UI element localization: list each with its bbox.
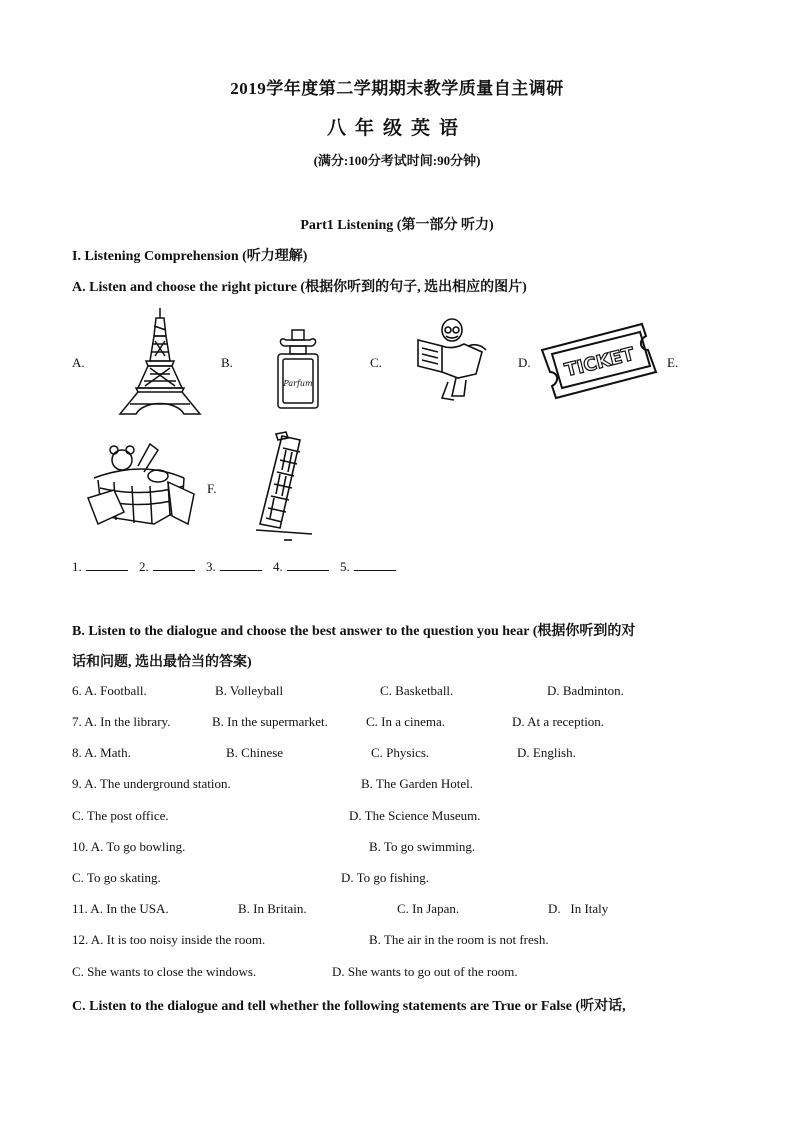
q10-option-d: D. To go fishing. (341, 870, 430, 885)
q7-option-a: 7. A. In the library. (72, 714, 171, 729)
section-1-heading: I. Listening Comprehension (听力理解) (72, 249, 308, 264)
q11-option-a: 11. A. In the USA. (72, 901, 169, 916)
section-a-instruction: A. Listen and choose the right picture (根据你听到的句子, 选出相应的图片) (72, 280, 527, 295)
q10-option-a: 10. A. To go bowling. (72, 839, 186, 854)
q7-option-c: C. In a cinema. (366, 714, 446, 729)
answer-blank-3[interactable]: 3. (206, 558, 262, 575)
man-reading-newspaper-icon (412, 316, 492, 402)
picture-label-f: F. (207, 481, 217, 496)
picnic-basket-icon (84, 438, 200, 530)
section-c-instruction: C. Listen to the dialogue and tell whether the following statements are True or False (听对话, (72, 999, 626, 1014)
section-b-instruction: B. Listen to the dialogue and choose the best answer to the question you hear (根据你听到的对 (72, 624, 636, 639)
picture-label-d: D. (518, 355, 531, 370)
q10-option-c: C. To go skating. (72, 870, 161, 885)
q9-option-c: C. The post office. (72, 808, 169, 823)
q7-option-b: B. In the supermarket. (212, 714, 328, 729)
section-b-instruction-cont: 话和问题, 选出最恰当的答案) (72, 655, 252, 670)
svg-text:Parfum: Parfum (283, 379, 313, 388)
answer-blank-4[interactable]: 4. (273, 558, 329, 575)
q12-option-a: 12. A. It is too noisy inside the room. (72, 932, 266, 947)
q6-option-d: D. Badminton. (547, 683, 624, 698)
page-title: 2019学年度第二学期期末教学质量自主调研 (230, 79, 564, 98)
ticket-icon (532, 320, 664, 400)
subject-title: 八年级英语 (326, 118, 467, 139)
q12-option-d: D. She wants to go out of the room. (332, 964, 518, 979)
answer-blank-5[interactable]: 5. (340, 558, 396, 575)
leaning-tower-icon (252, 430, 328, 542)
q12-option-b: B. The air in the room is not fresh. (369, 932, 549, 947)
q8-option-b: B. Chinese (226, 745, 284, 760)
q9-option-b: B. The Garden Hotel. (361, 776, 474, 791)
picture-label-c: C. (370, 355, 382, 370)
part1-heading: Part1 Listening (第一部分 听力) (300, 218, 494, 233)
score-info: (满分:100分考试时间:90分钟) (313, 153, 481, 168)
perfume-bottle-icon (270, 328, 326, 412)
q8-option-a: 8. A. Math. (72, 745, 131, 760)
q11-option-c: C. In Japan. (397, 901, 460, 916)
q9-option-d: D. The Science Museum. (349, 808, 481, 823)
q6-option-a: 6. A. Football. (72, 683, 147, 698)
picture-label-b: B. (221, 355, 233, 370)
q6-option-b: B. Volleyball (215, 683, 284, 698)
q7-option-d: D. At a reception. (512, 714, 605, 729)
q11-option-b: B. In Britain. (238, 901, 307, 916)
q6-option-c: C. Basketball. (380, 683, 454, 698)
q9-option-a: 9. A. The underground station. (72, 776, 231, 791)
q11-option-d: D. In Italy (548, 901, 609, 916)
q8-option-d: D. English. (517, 745, 576, 760)
answer-blank-2[interactable]: 2. (139, 558, 195, 575)
answer-blank-1[interactable]: 1. (72, 558, 128, 575)
picture-label-a: A. (72, 355, 85, 370)
svg-text:TICKET: TICKET (562, 343, 637, 382)
eiffel-tower-icon (110, 306, 210, 418)
picture-label-e: E. (667, 355, 679, 370)
q8-option-c: C. Physics. (371, 745, 430, 760)
q10-option-b: B. To go swimming. (369, 839, 476, 854)
q12-option-c: C. She wants to close the windows. (72, 964, 257, 979)
